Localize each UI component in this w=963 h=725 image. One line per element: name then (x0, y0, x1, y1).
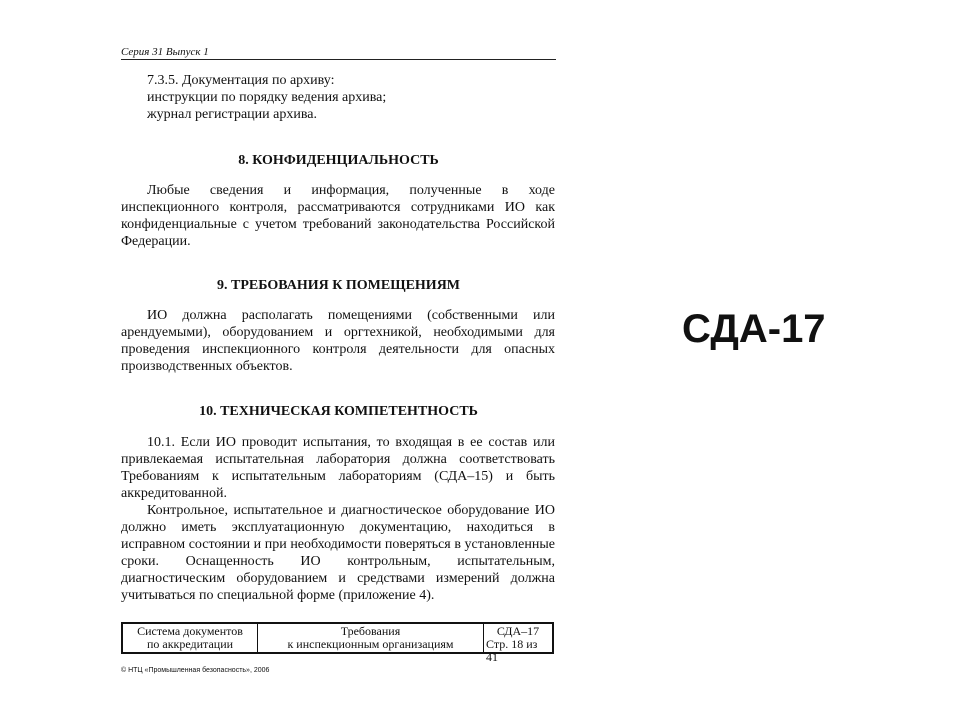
footer-page-number: Стр. 18 из 41 (486, 637, 538, 664)
section-7-3-5 (147, 72, 557, 123)
footer-code-cell (484, 624, 552, 664)
footer-table (121, 622, 554, 664)
footer-system-line: по аккредитации (146, 637, 234, 651)
section-9-heading: 9. ТРЕБОВАНИЯ К ПОМЕЩЕНИЯМ (216, 278, 461, 293)
footer-doc-code: СДА–17 (496, 624, 540, 638)
slide-label: СДА-17 (682, 307, 826, 351)
footer-title-line: Требования (340, 624, 401, 638)
section-8-body: Любые сведения и информация, полученные в ходе инспекционного контроля, рассматриваются сотрудниками ИО как конфиденциальные с учетом требований законодательства Российской Федерации. (121, 183, 555, 249)
series-header: Серия 31 Выпуск 1 (121, 46, 556, 60)
section-10-paragraph-1: 10.1. Если ИО проводит испытания, то входящая в ее состав или привлекаемая испытательная лаборатория должна соответствовать Требованиям к испытательным лабораториям (СДА–15) и быть аккредитованной. (121, 435, 555, 501)
copyright-notice: © НТЦ «Промышленная безопасность», 2006 (121, 667, 270, 674)
footer-title-line: к инспекционным организациям (287, 637, 454, 651)
footer-system-line: Система документов (137, 624, 243, 638)
section-7-line: 7.3.5. Документация по архиву: (147, 73, 335, 88)
section-10-heading: 10. ТЕХНИЧЕСКАЯ КОМПЕТЕНТНОСТЬ (199, 404, 478, 419)
footer-system-cell (123, 624, 258, 652)
section-9-body: ИО должна располагать помещениями (собственными или арендуемыми), оборудованием и оргтехникой, необходимыми для проведения инспекционного контроля деятельности для опасных производственных объектов. (121, 308, 555, 374)
section-8-heading: 8. КОНФИДЕНЦИАЛЬНОСТЬ (238, 153, 439, 168)
footer-title-cell (258, 624, 484, 652)
section-7-line: инструкции по порядку ведения архива; (147, 90, 387, 105)
section-10-paragraph-2: Контрольное, испытательное и диагностическое оборудование ИО должно иметь эксплуатационную документацию, находиться в исправном состоянии и при необходимости поверяться в установленные сроки. Оснащенность ИО контрольным, испытательным, диагностическим оборудованием и средствами измерений должна учитываться по специальной форме (приложение 4). (121, 503, 555, 603)
section-7-line: журнал регистрации архива. (147, 107, 317, 122)
